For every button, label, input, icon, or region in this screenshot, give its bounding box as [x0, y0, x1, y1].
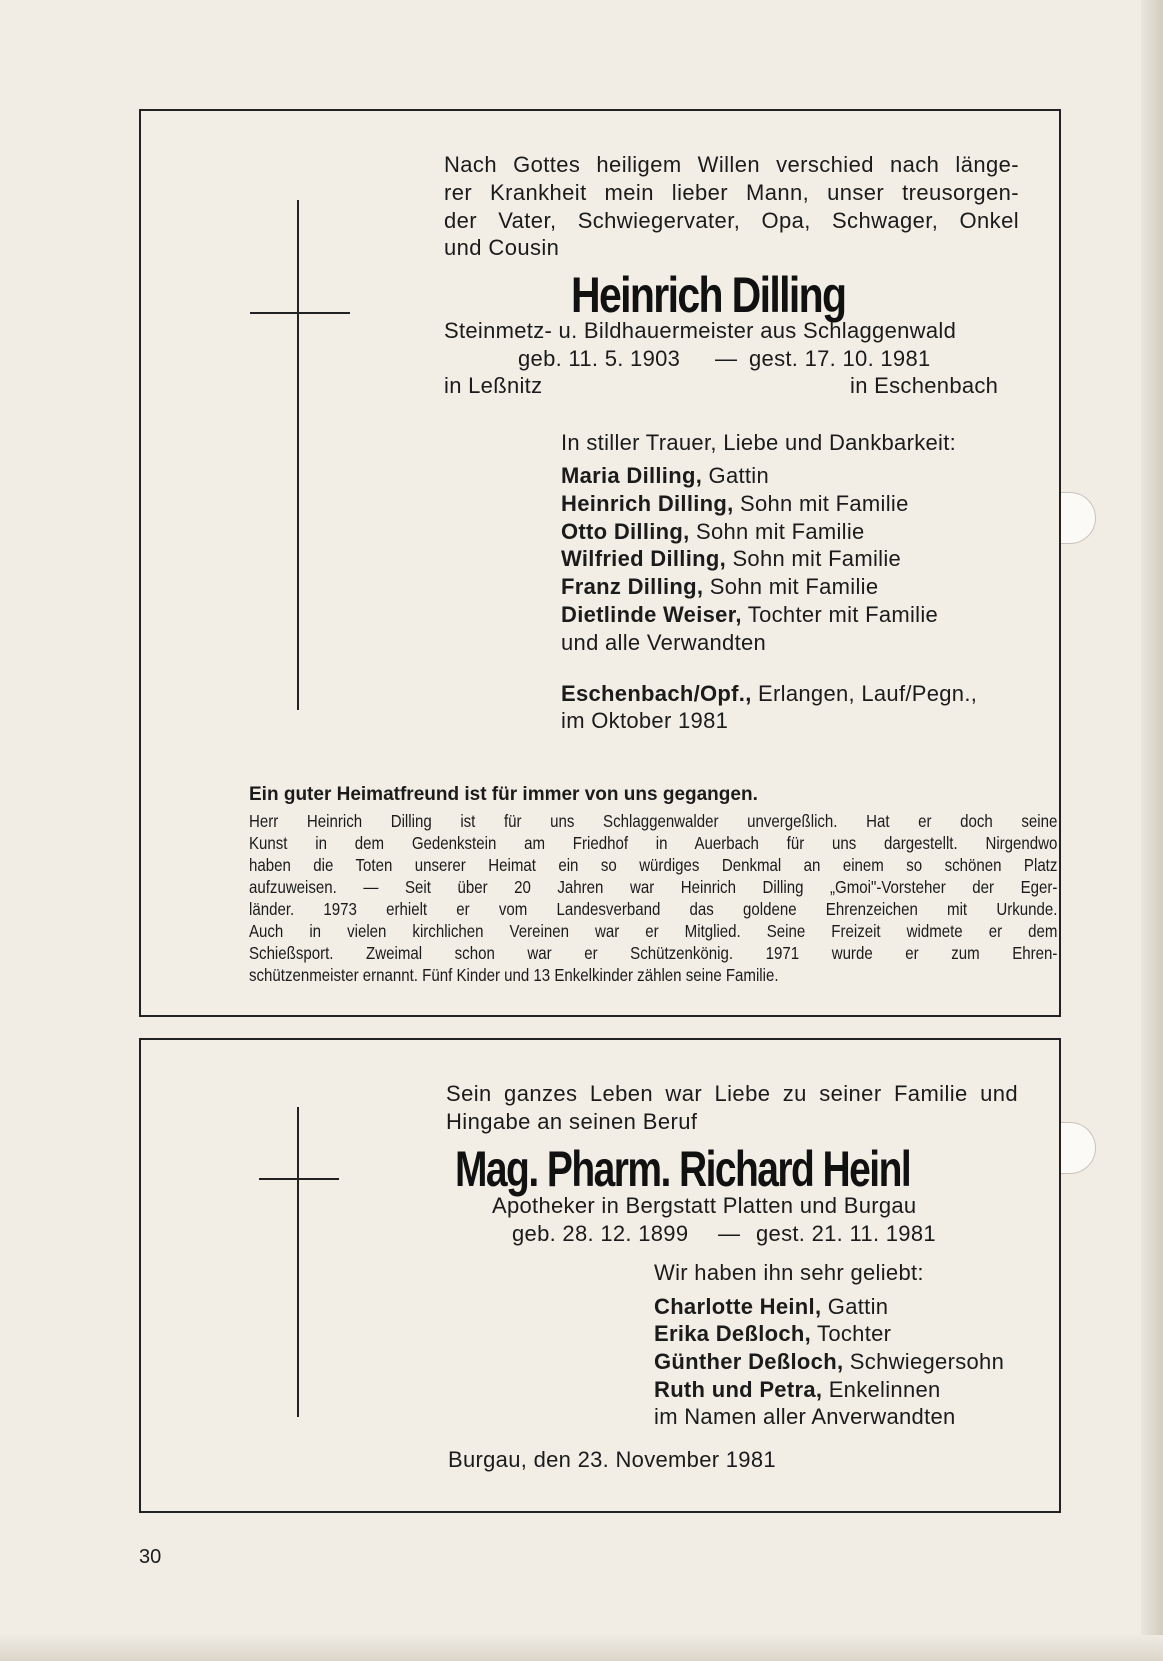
mourner-relation: Tochter — [817, 1321, 892, 1346]
mourner-relation: Tochter mit Familie — [747, 602, 939, 627]
bio-text — [249, 810, 1057, 986]
bio-line: Kunst in dem Gedenkstein am Friedhof in Auerbach für uns dargestellt. Nirgendwo — [249, 833, 1058, 853]
place-bold: Eschenbach/Opf., — [561, 681, 752, 706]
bio-line: Herr Heinrich Dilling ist für uns Schlaggenwalder unvergeßlich. Hat er doch seine — [249, 811, 1058, 831]
mourner-row — [654, 1293, 888, 1320]
mourner-relation: Gattin — [827, 1294, 889, 1319]
birth-date: geb. 11. 5. 1903 — [518, 346, 681, 371]
cross-icon-horizontal — [250, 312, 350, 314]
relatives-line: und alle Verwandten — [561, 630, 767, 655]
place-date: Burgau, den 23. November 1981 — [448, 1447, 776, 1472]
mourner-name: Ruth und Petra, — [654, 1377, 823, 1402]
notice1-intro — [444, 151, 1019, 262]
mourner-relation: Schwiegersohn — [849, 1349, 1005, 1374]
places-rest: Erlangen, Lauf/Pegn., — [758, 681, 978, 706]
bio-heading: Ein guter Heimatfreund ist für immer von uns gegangen. — [249, 784, 758, 805]
notice2-intro — [446, 1080, 1018, 1136]
intro-line: Hingabe an seinen Beruf — [446, 1108, 698, 1134]
mourner-name: Charlotte Heinl, — [654, 1294, 822, 1319]
mourner-row — [561, 573, 878, 600]
mourner-row — [561, 490, 909, 517]
bio-line: Schießsport. Zweimal schon war er Schützenkönig. 1971 wurde er zum Ehren- — [249, 943, 1058, 963]
mourner-name: Dietlinde Weiser, — [561, 602, 742, 627]
date-dash: — — [718, 1221, 741, 1246]
mourner-name: Wilfried Dilling, — [561, 546, 727, 571]
page-bottom-shadow — [0, 1635, 1163, 1661]
mourner-row — [561, 601, 938, 628]
mourner-row — [561, 518, 865, 545]
intro-line: rer Krankheit mein lieber Mann, unser treusorgen- — [444, 179, 1019, 205]
mourning-line: Wir haben ihn sehr geliebt: — [654, 1260, 924, 1285]
birth-place: in Leßnitz — [444, 373, 543, 398]
cross-icon-vertical — [297, 200, 299, 710]
deceased-name: Heinrich Dilling — [571, 267, 846, 323]
bio-line: aufzuweisen. — Seit über 20 Jahren war Heinrich Dilling „Gmoi"-Vorsteher der Eger- — [249, 877, 1058, 897]
death-date: gest. 17. 10. 1981 — [749, 346, 931, 371]
binder-hole — [1061, 1122, 1096, 1174]
place-line — [561, 680, 977, 707]
page-number: 30 — [139, 1546, 162, 1568]
notice-date: im Oktober 1981 — [561, 708, 729, 733]
death-date: gest. 21. 11. 1981 — [756, 1221, 936, 1246]
cross-icon-horizontal — [259, 1178, 339, 1180]
intro-line: und Cousin — [444, 235, 560, 261]
page-edge-shadow — [1141, 0, 1163, 1661]
bio-line: schützenmeister ernannt. Fünf Kinder und 13 Enkelkinder zählen seine Familie. — [249, 965, 779, 985]
bio-line: Auch in vielen kirchlichen Vereinen war er Mitglied. Seine Freizeit widmete er dem — [249, 921, 1058, 941]
mourner-name: Franz Dilling, — [561, 574, 704, 599]
mourner-row — [561, 545, 901, 572]
date-dash: — — [715, 346, 738, 371]
deceased-name: Mag. Pharm. Richard Heinl — [455, 1141, 911, 1197]
mourner-name: Günther Deßloch, — [654, 1349, 844, 1374]
mourner-name: Maria Dilling, — [561, 463, 703, 488]
intro-line: der Vater, Schwiegervater, Opa, Schwager, Onkel — [444, 207, 1019, 233]
mourner-row — [561, 462, 769, 489]
deceased-profession: Apotheker in Bergstatt Platten und Burgau — [492, 1193, 917, 1218]
bio-line: haben die Toten unserer Heimat ein so würdiges Denkmal an einem so schönen Platz — [249, 855, 1058, 875]
mourner-relation: Sohn mit Familie — [739, 491, 909, 516]
mourner-row — [654, 1376, 941, 1403]
mourner-relation: Enkelinnen — [828, 1377, 941, 1402]
mourner-name: Erika Deßloch, — [654, 1321, 812, 1346]
relatives-line: im Namen aller Anverwandten — [654, 1404, 956, 1429]
mourner-row — [654, 1348, 1004, 1375]
birth-date: geb. 28. 12. 1899 — [512, 1221, 689, 1246]
intro-line: Sein ganzes Leben war Liebe zu seiner Familie und — [446, 1081, 1018, 1106]
mourner-row — [654, 1320, 891, 1347]
deceased-profession: Steinmetz- u. Bildhauermeister aus Schlaggenwald — [444, 318, 957, 343]
mourner-relation: Sohn mit Familie — [695, 519, 865, 544]
mourner-relation: Gattin — [708, 463, 770, 488]
binder-hole — [1061, 492, 1096, 544]
mourning-line: In stiller Trauer, Liebe und Dankbarkeit: — [561, 430, 957, 455]
mourner-relation: Sohn mit Familie — [709, 574, 879, 599]
bio-line: länder. 1973 erhielt er vom Landesverband das goldene Ehrenzeichen mit Urkunde. — [249, 899, 1058, 919]
mourner-relation: Sohn mit Familie — [732, 546, 902, 571]
cross-icon-vertical — [297, 1107, 299, 1417]
mourner-name: Heinrich Dilling, — [561, 491, 734, 516]
mourner-name: Otto Dilling, — [561, 519, 690, 544]
death-place: in Eschenbach — [850, 373, 999, 398]
intro-line: Nach Gottes heiligem Willen verschied nach länge- — [444, 152, 1019, 177]
